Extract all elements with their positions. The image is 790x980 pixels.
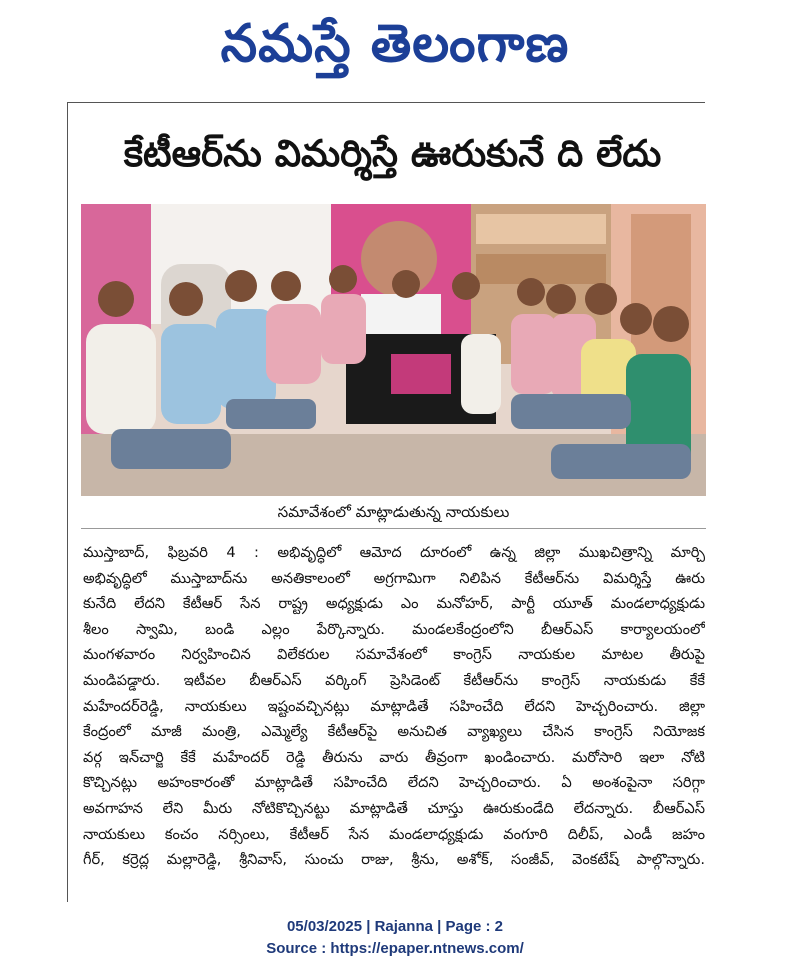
article-headline: కేటీఆర్‌ను విమర్శిస్తే ఊరుకునే ది లేదు [123, 132, 662, 175]
article-body-line: వర్గ ఇన్‌చార్జి కేకే మహేందర్ రెడ్డి తీరును వారు తీవ్రంగా ఖండించారు. మరోసారి ఇలా నోటి [83, 748, 705, 766]
article-body-line: కొచ్చినట్లు అహంకారంతో మాట్లాడితే సహించేది లేదని హెచ్చరించారు. ఏ అంశంపైనా సరిగ్గా [83, 774, 705, 792]
footer-edition: Rajanna [374, 918, 433, 935]
article-frame-left [67, 102, 68, 902]
caption-divider [81, 528, 706, 529]
article-frame-top [67, 102, 705, 103]
article-body-line: అవగాహన లేని మీరు నోటికొచ్చినట్టు మాట్లాడితే చూస్తు ఊరుకుండేది లేదన్నారు. బీఆర్‌ఎస్ [83, 799, 705, 817]
footer-meta [0, 918, 790, 935]
footer-separator: | [432, 918, 446, 935]
article-body-line: నాయకులు కంచం నర్సింలు, కేటీఆర్ సేన మండలాధ్యక్షుడు వంగూరి దిలీప్, ఎండీ జహం [83, 825, 705, 843]
footer-date: 05/03/2025 [286, 918, 363, 935]
footer-separator: | [362, 918, 375, 935]
article-body-line: ముస్తాబాద్, ఫిబ్రవరి 4 : అభివృద్ధిలో ఆమోద దూరంలో ఉన్న జిల్లా ముఖచిత్రాన్ని మార్చి [83, 544, 705, 561]
article-body-line: మంగళవారం నిర్వహించిన విలేకరుల సమావేశంలో కాంగ్రెస్ నాయకుల మాటల తీరుపై [83, 646, 705, 664]
article-body-line: శీలం స్వామి, బండి ఎల్లం పేర్కొన్నారు. మండలకేంద్రంలోని బీఆర్‌ఎస్ కార్యాలయంలో [83, 620, 705, 638]
footer-source: Source : https://epaper.ntnews.com/ [266, 940, 524, 957]
newspaper-masthead: నమస్తే తెలంగాణ [220, 13, 570, 74]
photo-caption: సమావేశంలో మాట్లాడుతున్న నాయకులు [277, 503, 510, 521]
footer-page: Page : 2 [445, 918, 504, 935]
article-body [83, 540, 705, 900]
article-body-line: కేంద్రంలో మాజీ మంత్రి, ఎమ్మెల్యే కేటీఆర్‌పై అనుచిత వ్యాఖ్యలు చేసిన కాంగ్రెస్ నియోజక [83, 723, 705, 741]
article-body-line: కునేది లేదని కేటీఆర్ సేన రాష్ట్ర అధ్యక్షుడు ఎం మనోహర్, పార్టీ యూత్ మండలాధ్యక్షుడు [83, 595, 705, 613]
photo-meeting-illustration [81, 204, 706, 496]
article-body-line: అభివృద్ధిలో ముస్తాబాద్‌ను అనతికాలంలో అగ్రగామిగా నిలిపిన కేటీఆర్‌ను విమర్శిస్తే ఊరు [83, 569, 705, 587]
article-body-line: మండిపడ్డారు. ఇటీవల బీఆర్‌ఎస్ వర్కింగ్ ప్రెసిడెంట్ కేటీఆర్‌ను కాంగ్రెస్ నాయకుడు కేకే [83, 671, 705, 689]
article-body-line: మహేందర్‌రెడ్డి, నాయకులు ఇష్టంవచ్చినట్లు మాట్లాడితే సహించేది లేదని హెచ్చరించారు. జిల్లా [83, 697, 705, 715]
article-photo [81, 204, 706, 496]
article-body-line: గీర్, కర్రెద్ల మల్లారెడ్డి, శ్రీనివాస్, సుంచు రాజు, శ్రీను, అశోక్, సంజీవ్, వెంకటేష్ పాల్గొన్నారు. [83, 851, 705, 869]
